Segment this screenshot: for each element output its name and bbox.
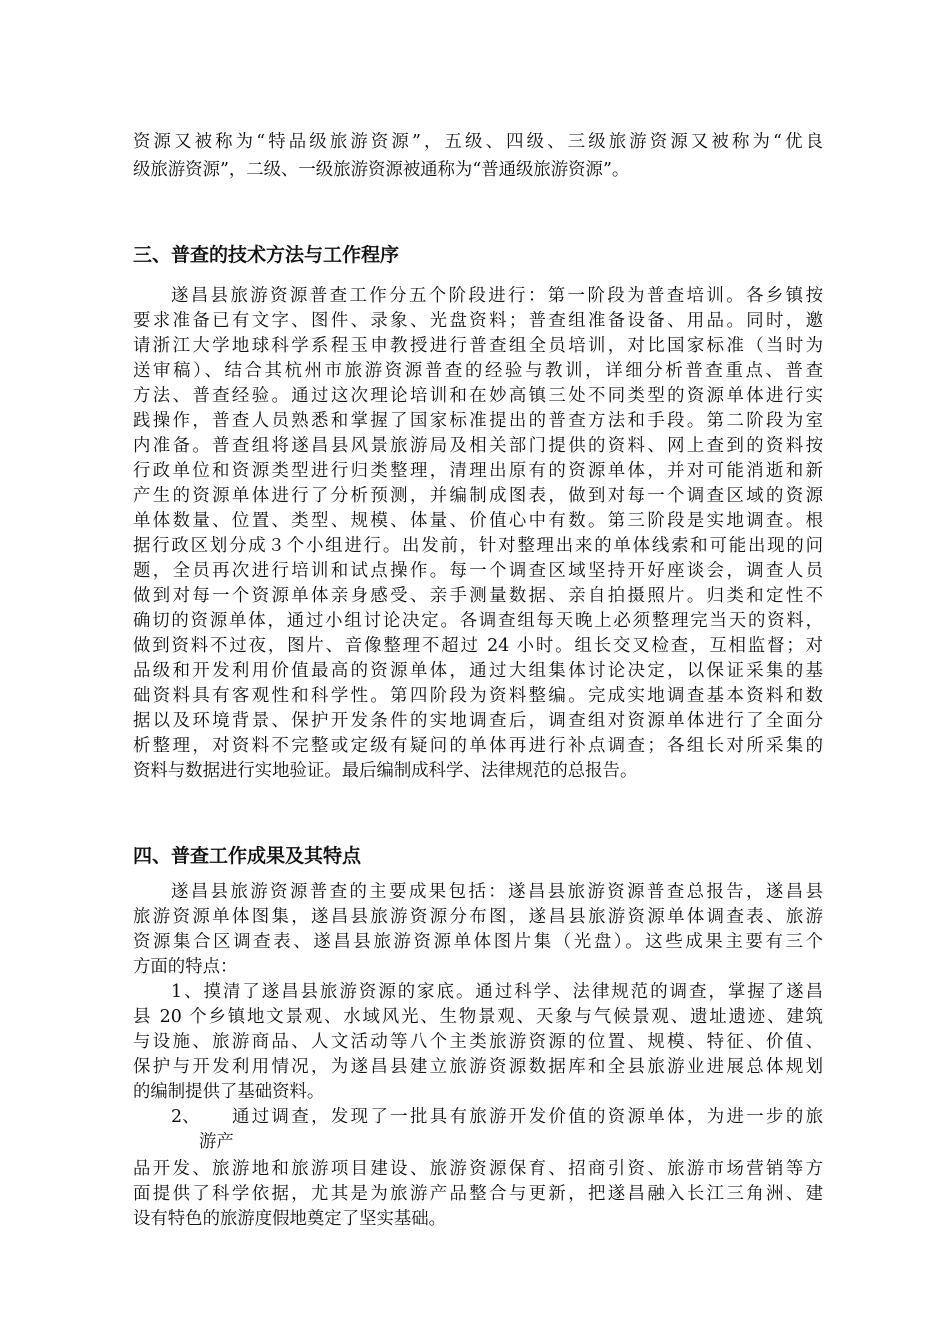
text-line: 遂昌县旅游资源普查工作分五个阶段进行：第一阶段为普查培训。各乡镇按: [171, 286, 823, 306]
text-line: 送审稿）、结合其杭州市旅游资源普查的经验与教训，详细分析普查重点、普查: [133, 361, 823, 381]
list-item-text: 通过调查，发现了一批具有旅游开发价值的资源单体，为进一步的旅: [232, 1107, 823, 1127]
text-line: 要求准备已有文字、图件、录象、光盘资料；普查组准备设备、用品。同时，邀: [133, 311, 823, 331]
section-heading: 四、普查工作成果及其特点: [133, 845, 362, 867]
text-line: 据行政区划分成３个小组进行。出发前，针对整理出来的单体线索和可能出现的问: [133, 536, 823, 556]
text-line: 资源集合区调查表、遂昌县旅游资源单体图片集（光盘）。这些成果主要有三个: [133, 932, 823, 952]
list-item-text: 县 20 个乡镇地文景观、水域风光、生物景观、天象与气候景观、遗址遗迹、建筑: [133, 1007, 823, 1027]
list-item-text: 保护与开发利用情况，为遂昌县建立旅游资源数据库和全县旅游业进展总体规划: [133, 1057, 823, 1077]
section-heading: 三、普查的技术方法与工作程序: [133, 244, 400, 266]
text-line: 方面的特点：: [133, 957, 238, 977]
text-line: 请浙江大学地球科学系程玉申教授进行普查组全员培训，对比国家标准（当时为: [133, 336, 823, 356]
text-line: 方法、普查经验。通过这次理论培训和在妙高镇三处不同类型的资源单体进行实: [133, 386, 823, 406]
list-item-text: 与设施、旅游商品、人文活动等八个主类旅游资源的位置、规模、特征、价值、: [133, 1032, 823, 1052]
text-line: 践操作，普查人员熟悉和掌握了国家标准提出的普查方法和手段。第二阶段为室: [133, 411, 823, 431]
text-line: 做到对每一个资源单体亲身感受、亲手测量数据、亲自拍摄照片。归类和定性不: [133, 586, 823, 606]
text-line: 设有特色的旅游度假地奠定了坚实基础。: [133, 1209, 447, 1229]
text-line: 做到资料不过夜，图片、音像整理不超过 24 小时。组长交叉检查，互相监督；对: [133, 636, 823, 656]
text-line: 题，全员再次进行培训和试点操作。每一个调查区域坚持开好座谈会，调查人员: [133, 561, 823, 581]
text-line: 础资料具有客观性和科学性。第四阶段为资料整编。完成实地调查基本资料和数: [133, 686, 823, 706]
text-line: 面提供了科学依据，尤其是为旅游产品整合与更新，把遂昌融入长江三角洲、建: [133, 1184, 823, 1204]
text-line: 产生的资源单体进行了分析预测，并编制成图表，做到对每一个调查区域的资源: [133, 486, 823, 506]
text-line: 资源又被称为“特品级旅游资源”，五级、四级、三级旅游资源又被称为“优良: [133, 132, 823, 152]
list-item-text: 的编制提供了基础资料。: [133, 1082, 325, 1102]
list-item-text: 1、摸清了遂昌县旅游资源的家底。通过科学、法律规范的调查，掌握了遂昌: [171, 982, 823, 1002]
text-line: 据以及环境背景、保护开发条件的实地调查后，调查组对资源单体进行了全面分: [133, 711, 823, 731]
list-item-text: 游产: [199, 1132, 234, 1152]
text-line: 行政单位和资源类型进行归类整理，清理出原有的资源单体，并对可能消逝和新: [133, 461, 823, 481]
text-line: 析整理，对资料不完整或定级有疑问的单体再进行补点调查；各组长对所采集的: [133, 736, 823, 756]
text-line: 级旅游资源”，二级、一级旅游资源被通称为“普通级旅游资源”。: [133, 160, 630, 180]
text-line: 品级和开发利用价值最高的资源单体，通过大组集体讨论决定，以保证采集的基: [133, 661, 823, 681]
text-line: 品开发、旅游地和旅游项目建设、旅游资源保育、招商引资、旅游市场营销等方: [133, 1159, 823, 1179]
list-item-number: 2、: [171, 1107, 200, 1127]
text-line: 遂昌县旅游资源普查的主要成果包括：遂昌县旅游资源普查总报告，遂昌县: [171, 882, 823, 902]
text-line: 单体数量、位置、类型、规模、体量、价值心中有数。第三阶段是实地调查。根: [133, 511, 823, 531]
text-line: 确切的资源单体，通过小组讨论决定。各调查组每天晚上必须整理完当天的资料，: [133, 611, 823, 631]
text-line: 旅游资源单体图集，遂昌县旅游资源分布图，遂昌县旅游资源单体调查表、旅游: [133, 907, 823, 927]
text-line: 资料与数据进行实地验证。最后编制成科学、法律规范的总报告。: [133, 761, 638, 781]
text-line: 内准备。普查组将遂昌县风景旅游局及相关部门提供的资料、网上查到的资料按: [133, 436, 823, 456]
